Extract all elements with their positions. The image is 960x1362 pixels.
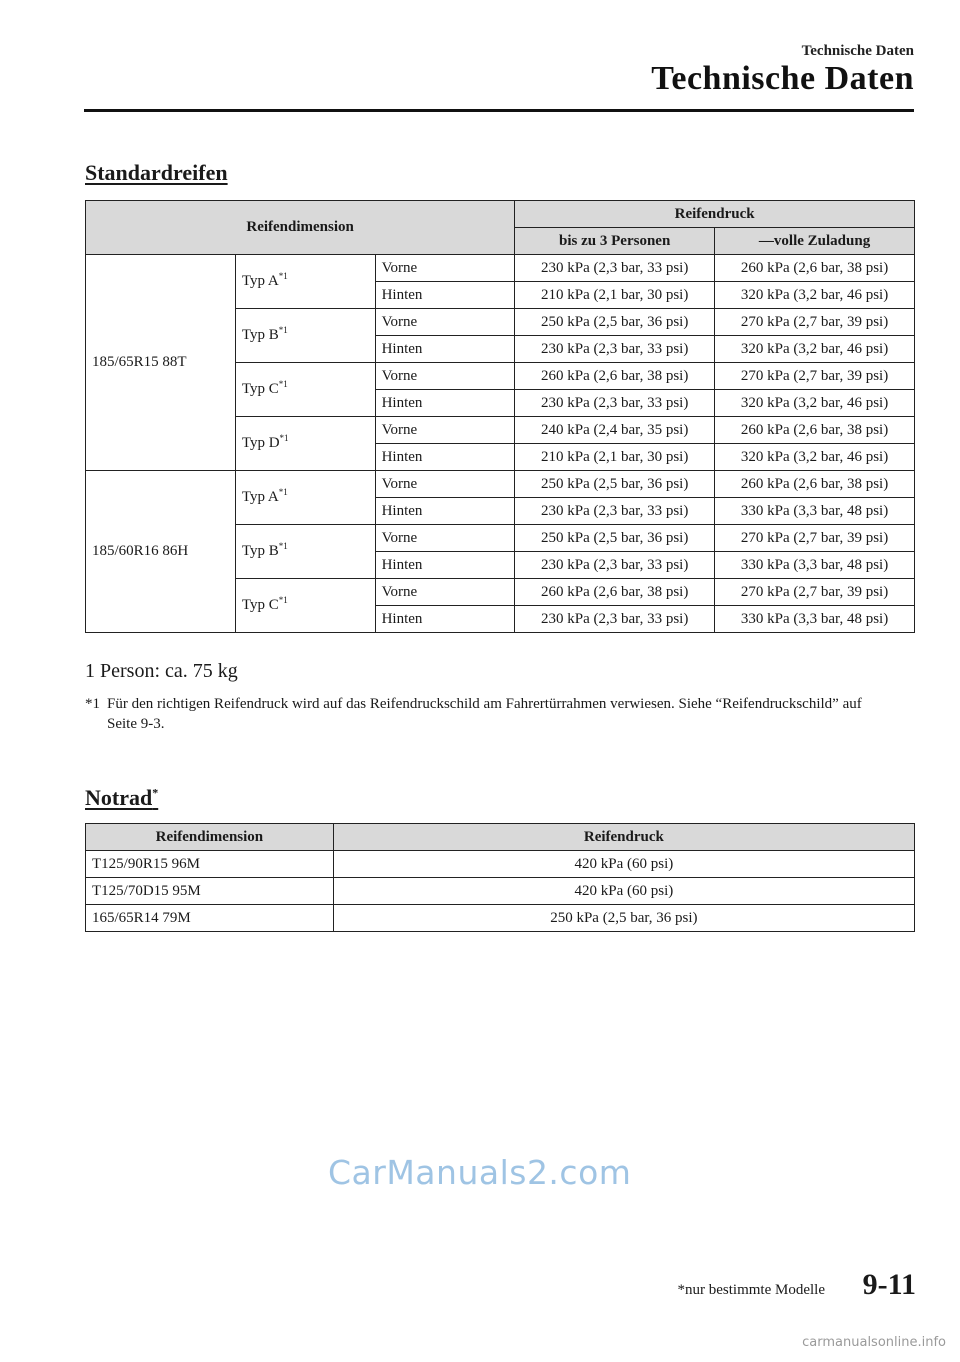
tire-type-label: Typ C (241, 597, 279, 613)
pressure-up-to-3-cell: 210 kPa (2,1 bar, 30 psi) (515, 282, 715, 309)
pressure-full-load-cell: 270 kPa (2,7 bar, 39 psi) (715, 579, 915, 606)
pressure-full-load-cell: 320 kPa (3,2 bar, 46 psi) (715, 390, 915, 417)
footnote-ref: *1 (278, 379, 288, 389)
tire-size-cell: 185/60R16 86H (86, 471, 236, 633)
header-tire-size: Reifendimension (86, 201, 515, 255)
spare-size-cell: T125/70D15 95M (86, 878, 334, 905)
table-row (86, 878, 915, 905)
pressure-full-load-cell: 320 kPa (3,2 bar, 46 psi) (715, 282, 915, 309)
spare-header-size: Reifendimension (86, 824, 334, 851)
footnote-ref: *1 (278, 487, 288, 497)
spare-table-body (86, 851, 915, 932)
table-row (86, 851, 915, 878)
pressure-full-load-cell: 320 kPa (3,2 bar, 46 psi) (715, 444, 915, 471)
spare-pressure-cell: 250 kPa (2,5 bar, 36 psi) (333, 905, 914, 932)
pressure-full-load-cell: 260 kPa (2,6 bar, 38 psi) (715, 417, 915, 444)
axle-cell: Vorne (375, 525, 515, 552)
tire-type-label: Typ A (241, 273, 279, 289)
pressure-up-to-3-cell: 240 kPa (2,4 bar, 35 psi) (515, 417, 715, 444)
footnote (85, 694, 885, 734)
pressure-up-to-3-cell: 230 kPa (2,3 bar, 33 psi) (515, 390, 715, 417)
spare-pressure-cell: 420 kPa (60 psi) (333, 851, 914, 878)
axle-cell: Vorne (375, 309, 515, 336)
spare-pressure-cell: 420 kPa (60 psi) (333, 878, 914, 905)
spare-tire-title (85, 785, 158, 811)
tire-type-cell (235, 525, 375, 579)
header-section-label: Technische Daten (801, 43, 914, 59)
table-row (86, 905, 915, 932)
pressure-up-to-3-cell: 250 kPa (2,5 bar, 36 psi) (515, 525, 715, 552)
header-divider (84, 109, 914, 112)
pressure-up-to-3-cell: 260 kPa (2,6 bar, 38 psi) (515, 579, 715, 606)
tire-type-cell (235, 363, 375, 417)
pressure-full-load-cell: 330 kPa (3,3 bar, 48 psi) (715, 552, 915, 579)
footer-note: *nur bestimmte Modelle (677, 1282, 825, 1298)
tire-type-cell (235, 255, 375, 309)
tire-type-label: Typ A (241, 489, 279, 505)
footnote-ref: *1 (279, 433, 289, 443)
spare-tire-table (85, 823, 915, 932)
tire-type-label: Typ B (241, 543, 279, 559)
axle-cell: Hinten (375, 282, 515, 309)
tire-type-label: Typ B (241, 327, 279, 343)
pressure-up-to-3-cell: 260 kPa (2,6 bar, 38 psi) (515, 363, 715, 390)
pressure-full-load-cell: 270 kPa (2,7 bar, 39 psi) (715, 363, 915, 390)
spare-size-cell: 165/65R14 79M (86, 905, 334, 932)
tire-type-cell (235, 309, 375, 363)
header-tire-pressure: Reifendruck (515, 201, 915, 228)
header-up-to-3: bis zu 3 Personen (515, 228, 715, 255)
pressure-full-load-cell: 330 kPa (3,3 bar, 48 psi) (715, 498, 915, 525)
tire-type-label: Typ C (241, 381, 279, 397)
axle-cell: Hinten (375, 390, 515, 417)
watermark: CarManuals2.com (328, 1153, 632, 1192)
footnote-ref: *1 (278, 595, 288, 605)
header-full-load: —volle Zuladung (715, 228, 915, 255)
pressure-full-load-cell: 260 kPa (2,6 bar, 38 psi) (715, 471, 915, 498)
axle-cell: Vorne (375, 255, 515, 282)
pressure-up-to-3-cell: 230 kPa (2,3 bar, 33 psi) (515, 336, 715, 363)
pressure-full-load-cell: 320 kPa (3,2 bar, 46 psi) (715, 336, 915, 363)
footnote-ref: *1 (278, 541, 288, 551)
standard-tires-table (85, 200, 915, 633)
spare-title-marker: * (152, 785, 159, 800)
axle-cell: Vorne (375, 471, 515, 498)
pressure-up-to-3-cell: 250 kPa (2,5 bar, 36 psi) (515, 309, 715, 336)
axle-cell: Hinten (375, 336, 515, 363)
pressure-up-to-3-cell: 210 kPa (2,1 bar, 30 psi) (515, 444, 715, 471)
pressure-up-to-3-cell: 230 kPa (2,3 bar, 33 psi) (515, 255, 715, 282)
footnote-text: Für den richtigen Reifendruck wird auf das Reifendruckschild am Fahrertürrahmen verwiesen. Siehe “Reifendruckschild” auf Seite 9-3. (107, 696, 862, 732)
pressure-full-load-cell: 270 kPa (2,7 bar, 39 psi) (715, 309, 915, 336)
tire-type-cell (235, 471, 375, 525)
footnote-ref: *1 (278, 271, 288, 281)
pressure-up-to-3-cell: 230 kPa (2,3 bar, 33 psi) (515, 552, 715, 579)
tire-type-cell (235, 579, 375, 633)
page-number: 9-11 (862, 1268, 916, 1301)
page-title: Technische Daten (651, 60, 914, 97)
pressure-full-load-cell: 260 kPa (2,6 bar, 38 psi) (715, 255, 915, 282)
footnote-ref: *1 (278, 325, 288, 335)
tire-type-cell (235, 417, 375, 471)
spare-size-cell: T125/90R15 96M (86, 851, 334, 878)
standard-tires-title: Standardreifen (85, 160, 228, 185)
pressure-up-to-3-cell: 250 kPa (2,5 bar, 36 psi) (515, 471, 715, 498)
person-weight-note: 1 Person: ca. 75 kg (85, 660, 238, 682)
pressure-up-to-3-cell: 230 kPa (2,3 bar, 33 psi) (515, 606, 715, 633)
table-row (86, 471, 915, 498)
spare-header-pressure: Reifendruck (333, 824, 914, 851)
axle-cell: Hinten (375, 552, 515, 579)
axle-cell: Hinten (375, 444, 515, 471)
axle-cell: Vorne (375, 579, 515, 606)
axle-cell: Vorne (375, 363, 515, 390)
pressure-full-load-cell: 270 kPa (2,7 bar, 39 psi) (715, 525, 915, 552)
axle-cell: Hinten (375, 606, 515, 633)
tire-type-label: Typ D (241, 435, 280, 451)
axle-cell: Vorne (375, 417, 515, 444)
footer-site: carmanualsonline.info (802, 1335, 946, 1350)
tire-size-cell: 185/65R15 88T (86, 255, 236, 471)
spare-title-text: Notrad (85, 785, 153, 810)
axle-cell: Hinten (375, 498, 515, 525)
footnote-marker: *1 (85, 696, 100, 712)
standard-table-body (86, 255, 915, 633)
pressure-full-load-cell: 330 kPa (3,3 bar, 48 psi) (715, 606, 915, 633)
pressure-up-to-3-cell: 230 kPa (2,3 bar, 33 psi) (515, 498, 715, 525)
table-row (86, 255, 915, 282)
